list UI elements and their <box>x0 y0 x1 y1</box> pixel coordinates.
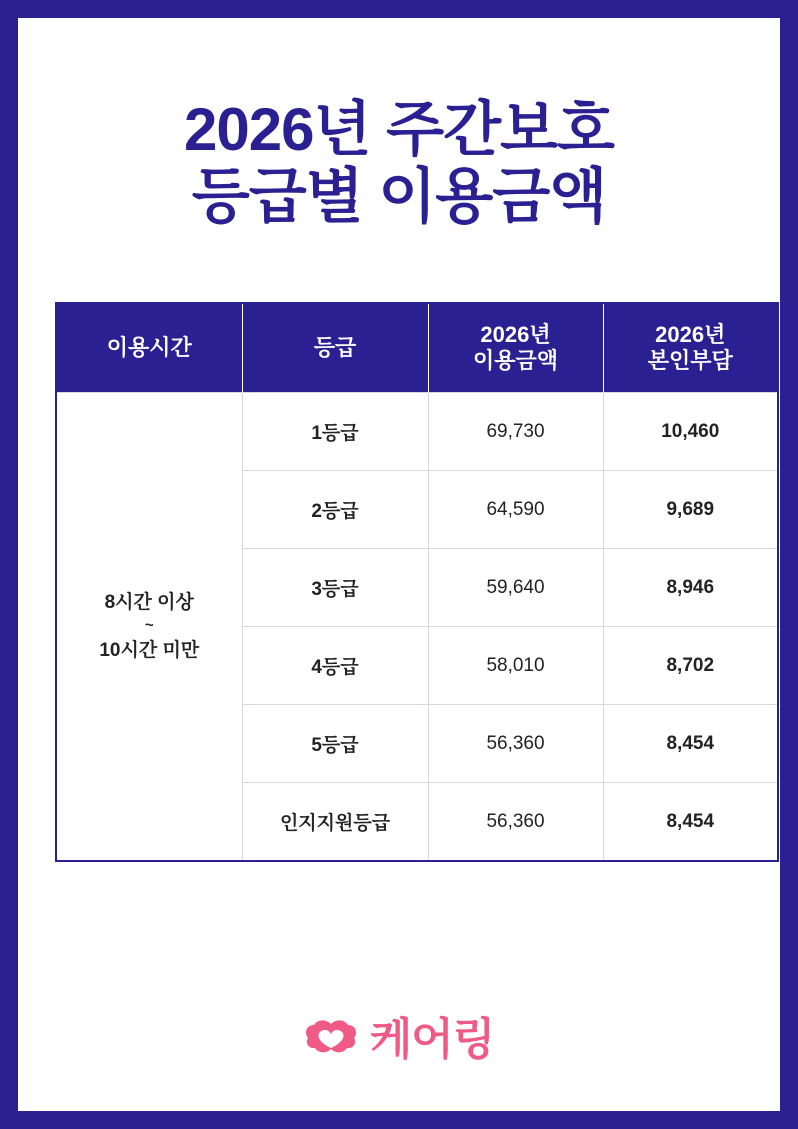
grade-cell: 1등급 <box>242 393 428 471</box>
grade-cell: 4등급 <box>242 627 428 705</box>
time-range-cell <box>56 393 242 861</box>
grade-cell: 5등급 <box>242 705 428 783</box>
table-body <box>56 393 778 861</box>
amount-cell: 64,590 <box>428 471 603 549</box>
self-payment-cell: 9,689 <box>603 471 778 549</box>
table-row <box>56 393 778 471</box>
self-payment-cell: 8,702 <box>603 627 778 705</box>
time-range-line-1: 8시간 이상 <box>104 591 194 613</box>
column-header-amount-line-2: 이용금액 <box>472 348 558 374</box>
poster-card <box>18 18 780 1111</box>
grade-cell: 3등급 <box>242 549 428 627</box>
grade-cell: 2등급 <box>242 471 428 549</box>
self-payment-cell: 8,946 <box>603 549 778 627</box>
column-header-amount-line-1: 2026년 <box>480 322 551 348</box>
time-range-tilde: ~ <box>144 617 154 635</box>
page-title <box>184 96 614 230</box>
column-header-self-payment <box>603 303 778 392</box>
brand-logo-text: 케어링 <box>369 1015 495 1064</box>
grade-cell: 인지지원등급 <box>242 783 428 861</box>
self-payment-cell: 8,454 <box>603 783 778 861</box>
amount-cell: 69,730 <box>428 393 603 471</box>
amount-cell: 56,360 <box>428 783 603 861</box>
table-header-row <box>56 303 778 392</box>
amount-cell: 56,360 <box>428 705 603 783</box>
fee-table-container <box>38 302 760 861</box>
amount-cell: 59,640 <box>428 549 603 627</box>
self-payment-cell: 10,460 <box>603 393 778 471</box>
brand-logo <box>304 1003 495 1067</box>
fee-table <box>55 302 779 861</box>
amount-cell: 58,010 <box>428 627 603 705</box>
self-payment-cell: 8,454 <box>603 705 778 783</box>
page-title-line-1: 2026년 주간보호 <box>184 96 614 163</box>
column-header-amount <box>428 303 603 392</box>
table-header <box>56 303 778 392</box>
flower-heart-icon <box>304 1015 358 1055</box>
column-header-self-line-2: 본인부담 <box>647 348 733 374</box>
time-range-line-2: 10시간 미만 <box>99 639 200 661</box>
column-header-self-line-1: 2026년 <box>655 322 726 348</box>
column-header-time: 이용시간 <box>56 303 242 392</box>
column-header-grade: 등급 <box>242 303 428 392</box>
page-title-line-2: 등급별 이용금액 <box>191 163 607 231</box>
